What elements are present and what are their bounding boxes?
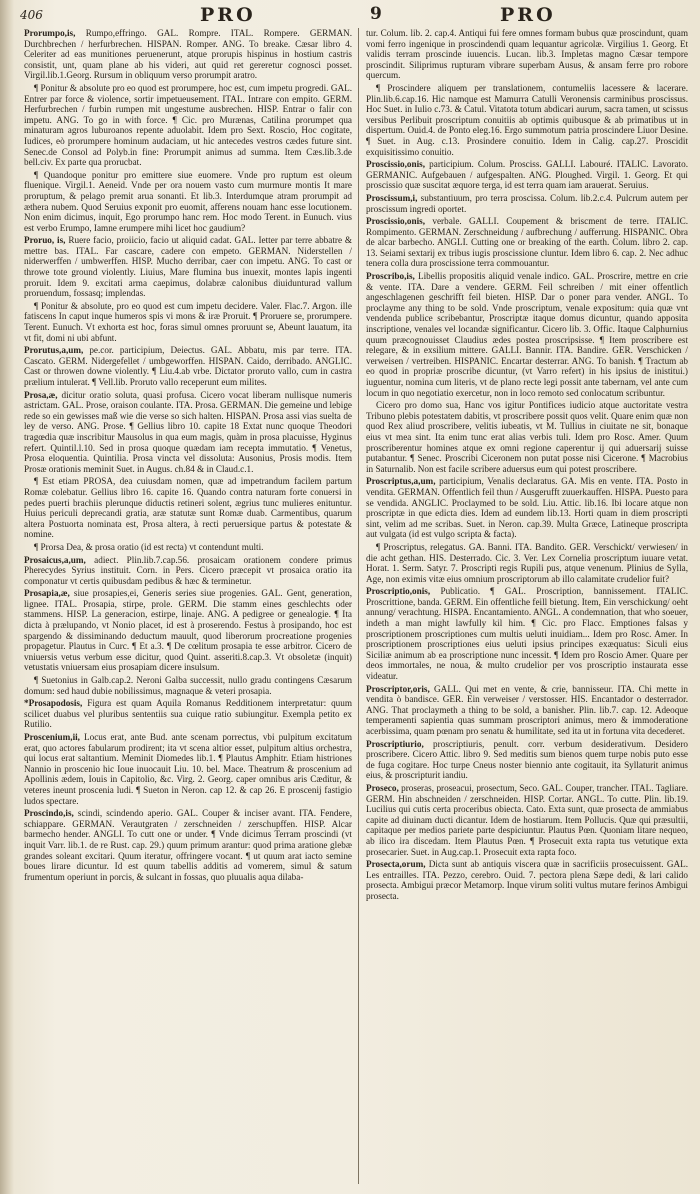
- entry-paragraph: [24, 675, 352, 696]
- dictionary-entry: [24, 390, 352, 475]
- dictionary-entry: [24, 28, 352, 81]
- entry-text: ¶ Proscindere aliquem per translationem, contumeliis lacessere & lacerare. Plin.lib.6.cap.16. Hic namque est Mamurra Catulli Veronensis carminibus proscissus. Hoc Suet. in Iulio c.73. & Catul. Vitatota totum abdicari aurum, sacra tamen, ut scissus versibus Perlibuit proscriptum conuitiis ab optimis quibusque & ab primatibus ut in dispertum. Ouid.4. de Ponto eleg.16. Ergo summotum patria proscindere Liuor Desine. ¶ Suet. in Aug. c.13. Prosindere conuitio. Idem in Calig. cap.27. Proscidit exquisitissimo conuitio.: [366, 82, 688, 157]
- entry-paragraph: [24, 542, 352, 553]
- signature-mark: 9: [370, 4, 383, 24]
- entry-headword: Proscindo,is,: [24, 808, 74, 819]
- dictionary-entry: [24, 555, 352, 587]
- entry-text: proscriptiuris, penult. corr. verbum desiderativum. Desidero proscribere. Cicero Attic. libro 9. Sed meditis sum bienos quem turpe nobis puto esse de fuga cogitare. Hoc turpe Cneus noster biennio ante cogitauit, ita Syllaturit animus eius, & proscripturit iandiu.: [366, 738, 688, 781]
- entry-headword: Proscissio,onis,: [366, 216, 426, 227]
- entry-text: participium, Venalis declaratus. GA. Mis en vente. ITA. Posto in vendita. GERMAN. Offentlich feil thun / Ausgerufft zuuerkauffen. HISPA. Puesto para se vendida. ANGLIC. Proclaymed to be sold. Liu. Attic. lib.16. Ibi locare atque non proscriptæ in que edicta dies. Idem ad eundem lib.13. Horti quam in diem proscripti sint, velim ad me scribas. Suet. in Neron. cap.39. Multa Græce, Latineque proscripta aut vulgata (id est vulgo scripta & facta).: [366, 476, 688, 540]
- entry-text: Cicero pro domo sua, Hanc vos igitur Pontifices iudicio atque auctoritate vestra Tribuno plebis potestatem dabitis, vt proscribere possit quos velit. Quare enim quæ non quod Rex aliud proscribere, velitis iubeatis, vt M. Tullius in ciuitate ne sit, bonaque eius vt mea sint. Ita enim tunc erat alias verbis tuli. Idem pro Rosc. Amer. Quum proscriberentur homines atque ex omni regione caperentur ij qui aduersarij suisse putabantur. ¶ Senec. Proscribi Ciceronem non putat posse nisi Cicerone. ¶ Macrobius in Saturnalib. Non est facile scribere aduersus eum qui potest proscribere.: [366, 400, 688, 474]
- left-column: [24, 28, 352, 1186]
- entry-text: scindi, scindendo aperio. GAL. Couper & inciser avant. ITA. Fendere, schiappare. GERMAN. Verautgraten / zerschneiden / zerschupffen. HISP. Alcar barmecho hender. ANGLI. To cutt one or under. ¶ Vnde dicimus Terram proscindi (vt inquit Varr. lib.1. de re Rust. cap. 29.) quum primum arantur: quod prima aratione glebæ grandes soleant excitari. Quum iteratur, offringere vocant. ¶ ut quum arat iacto semine boues lirare dicuntur. Id est quum tabellis additis ad vomerem, simul & satum frumentum operiunt in porcis, & sulcant in fossas, quo pluualis aqua dilaba-: [24, 808, 352, 882]
- entry-text: ¶ Ponitur & absolute pro eo quod est prorumpere, hoc est, cum impetu progredi. GAL. Entrer par force & violence, sortir impetueusement. ITAL. Intrare con empito. GERM. Herfurbrechen / furbin rumpen mit ungestume ausbrechen. HISP. Entrar o falir con impetu. ANG. To go in with force. ¶ Cic. pro Murænas, Catilina prorumpet qua minaturam agros luburoanos repente aduolabit. Idem pro Sext. Roscio, Hoc cogitate, Iudices, eò prorumpere hominum audaciam, ut hic antecedes vestros cædes future sint. Senec.de Consol ad Polyb.in fine: Prorumpit animus ad summa. Item Cæs.lib.3.de bell.civ. Ex parte qua prorucbat.: [24, 82, 352, 168]
- entry-headword: Proruo, is,: [24, 235, 66, 246]
- entry-text: substantiuum, pro terra proscissa. Colum. lib.2.c.4. Pulcrum autem per proscissum ingredi oportet.: [366, 192, 688, 214]
- dictionary-entry: [366, 216, 688, 269]
- entry-text: GALL. Qui met en vente, & crie, bannisseur. ITA. Chi mette in vendita ò bandisce. GER. Ein verweiser / verstosser. HIS. Encantador o desterrador. ANG. That proclaymeth a thing to be sold, a banisher. Plin. lib.7. cap. 12. Adeoque temperamenti sapientia quas summam proscriptori animus, mero & immoderatione acerbissima, quam pœnam pro senatu & humilitate, sed ita ut in fortuna vita decederet.: [366, 683, 688, 736]
- entry-headword: Prosecta,orum,: [366, 859, 426, 870]
- dictionary-entry: [366, 476, 688, 540]
- entry-text: ¶ Ponitur & absolute, pro eo quod est cum impetu decidere. Valer. Flac.7. Argon. ille fatiscens In caput inque humeros spis vi mons & iræ Proruit. ¶ Proruere se, prorumpere. Terent. Eunuch. Vt exhorta est hoc, foras simul omnes proruunt se, Abeunt lauatum, ita vt fit, domi ni ubi abfunt.: [24, 300, 352, 343]
- entry-paragraph: [24, 170, 352, 234]
- entry-headword: Proscissum,i,: [366, 192, 418, 203]
- entry-headword: Proscribo,is,: [366, 271, 415, 282]
- dictionary-entry: [366, 739, 688, 781]
- running-head-left: PRO: [200, 4, 256, 26]
- running-head-right: PRO: [500, 4, 556, 26]
- entry-text: Libellis propositis aliquid venale indico. GAL. Proscrire, mettre en crie & vente. ITA. Dare a vendere. GERM. Feil schreiben / mit einer offentlich angeschlagenen geschrifft feil bieten. HISP. Dar o poner para vender. ANGL. To proclayme any thing to be sold. Vnde proscriptum, venale expositum: quia quæ vnt vendenda publice scribebantur, Proscriptæ itaque domus dicuntur, quando apposita inscriptione, venales vel locandæ significantur. Cicero lib. 3. Offic. Itaque Calphurnius quum præcognouisset Claudius ædes postea proscripsisse. ¶ Item proscribere est relegare, & in exsilium mittere. GALLI. Bannir. ITA. Bandire. GER. Verschicken / verweisen / vertreiben. HISPANIC. Encartar desterrar. ANG. To banish. ¶ Tractum ab eo quod in propriæ proscribe dicuntur, (vt Varro refert) in his ipsius de inistitui.) iuguentur, nomina cum literis, vt de plano recte legi possit ante tabernam, vel ante cum locum in quo negotiatio exercetur, non in loco remoto sed conlocatum scribuntur.: [366, 271, 688, 398]
- entry-text: participium. Colum. Prosciss. GALLI. Labouré. ITALIC. Lavorato. GERMANIC. Aufgebauen / aufgespalten. ANG. Ploughed. Virgil. 1. Georg. Et qui proscissio quæ suscitat æquore terga, id est terra quam iam arauerat. Seruius.: [366, 159, 688, 191]
- entry-paragraph: [24, 301, 352, 343]
- dictionary-entry: [24, 588, 352, 673]
- entry-paragraph: [24, 476, 352, 540]
- entry-text: Locus erat, ante Bud. ante scenam porrectus, vbi pulpitum excitatum erat, quo actores fabularum prodirent; ita vt scena altior esset, pulpitum altius orchestra, qui locus erat saltantium. Meminit Diomedes lib.1. ¶ Plautus Amphitr. Etiam histriones Nannio in proscenio hic Ioue inuocauit Liu. 10. bel. Mace. Theatrum & proscenium ad Apollinis ædem, Iouis in Capitolio, &c. Virg. 2. Georg. caper omnibus aris Cæditur, & veteres ineunt proscenia ludi. ¶ Sueton in Neron. cap 12. & cap 26. E proscenij fastigio ludos spectare.: [24, 732, 352, 806]
- dictionary-entry: [24, 235, 352, 299]
- entry-headword: Proscriptio,onis,: [366, 586, 431, 597]
- entry-text: Figura est quam Aquila Romanus Redditionem interpretatur: quum scilicet duabus vel pluribus sententiis sua cuique ratio subiungitur. Exempla petito ex Rutilio.: [24, 698, 352, 730]
- entry-headword: Proscriptor,oris,: [366, 683, 430, 694]
- dictionary-entry: [366, 271, 688, 398]
- dictionary-entry: [366, 159, 688, 191]
- entry-text: ¶ Est etiam PROSA, dea cuiusdam nomen, quæ ad impetrandum facilem partum Romæ colebatur. Gellius libro 16. capite 16. Quando contra naturam forte conuersi in pedes puerti brachiis plerunque diductis retineri solent, ægrius tunc mulieres enituntur. Huius periculi deprecandi gratia, aræ statutæ sunt Romæ duab. Carmentibus, quarum altera Postuorta nominata est, Prosa altera, à recti peruersique partus & potestate & nomine.: [24, 476, 352, 540]
- entry-text: pe.cor. participium, Deiectus. GAL. Abbatu, mis par terre. ITA. Cascato. GERM. Nidergefellet / umbgeworffen. HISPAN. Caido, derribado. ANGLIC. Cast or throwen downe violently. ¶ Liu.4.ab vrbe. Dictator proruto vallo, cum in castra prælium intulerat. ¶ Vell.lib. Proruto vallo receperunt eum milites.: [24, 345, 352, 387]
- entry-text: verbale. GALLI. Coupement & briscment de terre. ITALIC. Rompimento. GERMAN. Zerschneidung / aufbrechung / aufferrung. HISPANIC. Obra de alcar barbecho. ANGLI. Cutting one or breaking of the earth. Colum. libro 2. cap. 13. Seiami sextarij ex tribus iugis proscissione cluntur. Idem libro 6. cap. 2. Nec adhuc tenera colla dura proscissione terra commouantur.: [366, 216, 688, 269]
- entry-headword: Prorumpo,is,: [24, 28, 76, 38]
- entry-headword: Proseco,: [366, 782, 399, 793]
- column-divider: [358, 28, 359, 1184]
- entry-text: adiect. Plin.lib.7.cap.56. prosaicam orationem condere primus Pherecydes Syrius instituit. Corn. in Pers. Cicero præcepit vt prosaica oratio ita componatur vt certis quibusdam pedibus & hæc & terminetur.: [24, 554, 352, 586]
- entry-text: ¶ Prorsa Dea, & prosa oratio (id est recta) vt contendunt multi.: [34, 541, 264, 552]
- entry-text: ¶ Suetonius in Galb.cap.2. Neroni Galba successit, nullo gradu contingens Cæsarum domum: sed haud dubie nobilissimus, magnaque & veteri prosapia.: [24, 675, 352, 696]
- right-column: [366, 28, 688, 1186]
- dictionary-entry: [24, 698, 352, 730]
- dictionary-entry: [366, 586, 688, 681]
- entry-headword: Proscriptus,a,um,: [366, 476, 436, 487]
- dictionary-entry: [24, 345, 352, 387]
- entry-headword: Prosapia,æ,: [24, 588, 70, 599]
- entry-headword: Prosaicus,a,um,: [24, 554, 86, 565]
- entry-text: dicitur oratio soluta, quasi profusa. Cicero vocat liberam nullisque numeris astrictam. GAL. Prose, oraison coulante. ITA. Prosa. GERMAN. Die gemeine und lebige rede so ein gewisses maß wie die verse so sich halten. HISPAN. Prosa assi vias suelta de ley de verso. ANG. Prose. ¶ Gellius libro 10. capite 18 Extat nunc quoque Theodori tragœdia quæ inscribitur Mausolus in qua eum magis, quàm in prosa placuisse, Hyginus refert. Quintil.l.10. Sed in prosa quoque quædam iam recepta immutatio. ¶ Venetus, Prosa eloquentia. Quintilia. Prosa vincta vel dissoluta: Ausonius, Prosis modis. Item Prosæ orationis meminit Suet. in Augus. ch.84 & in Claud.c.1.: [24, 389, 352, 474]
- entry-paragraph: [366, 83, 688, 157]
- entry-text: Publicatio. ¶ GAL. Proscription, bannissement. ITALIC. Proscrittione, banda. GERM. Ein offentliche feill bietung. Item, Ein verschickung/ oeht annung/ verachtung. HISPA. Encantamiento. ANGL. A condemnation, that who soeuer, indeth a man might lawfully kil him. ¶ Cic. pro Flacc. Emptiones falsas y proscriptionem proscriptiones cum multis ueluti inuidiam... Idem pro Rosc. Amer. In proscriptionem proscriptiones eius ueluti ipsius principes exæquatus: Siculi eius Siciliæ animum ab ea proscriptione nunc incessit. ¶ Idem pro Roscio Amer. Quare per deos immortales, ne noua, & multo crudelior per vos proscriptio instaurata esse videatur.: [366, 586, 688, 682]
- entry-text: Ruere facio, proiicio, facio ut aliquid cadat. GAL. Ietter par terre abbatre & mettre bas. ITAL. Far cascare, cadere con empeto. GERMAN. Niderstellen / niderwerffen / umbwerffen. HISP. Mucho derribar, caer con impetu. ANG. To cast or throwe tote ground violently. Liuius, Mare flumina bus inuexit, montes lapis ingenti proruit. Idem 9. excitati arma caepimus, dolabræ calonibus diuidunturad vallum proruendum, fossasq; implendas.: [24, 235, 352, 299]
- entry-headword: Prorutus,a,um,: [24, 345, 84, 356]
- entry-headword: Proscriptiurio,: [366, 738, 424, 749]
- dictionary-entry: [366, 28, 688, 81]
- entry-headword: Proscenium,ii,: [24, 732, 80, 742]
- entry-paragraph: [366, 400, 688, 474]
- dictionary-entry: [366, 783, 688, 857]
- entry-text: tur. Colum. lib. 2. cap.4. Antiqui fui fere omnes formam bubus quæ proscindunt, quam vomi ferro ingenique in proscindendi quam lequantur agricolæ. Virgilius 1. Georg. Et validis terram proscinde iuuencis. Lucan. lib.3. Impletas magno Cæsar tempore proscindit. Siliprimus rupturam vibrare superbam Ausus, & ansam ferre pro robore quercum.: [366, 28, 688, 81]
- dictionary-entry: [24, 808, 352, 882]
- entry-text: ¶ Quandoque ponitur pro emittere siue euomere. Vnde pro ruptum est oleum fluenique. Virgil.1. Aeneid. Vnde per ora nouem vasto cum murmure montis It mare proruptum, & pelago premit arua sonanti. Et lib.3. Interdumque atram prorumpit ad æthera nubem. Quod Seruius exponit pro euomit, afferens nouam hanc esse locutionem. Non enim dicimus, inquit, Ego prorumpo hanc rem. Hoc modo Terent. in Eunuch. vius est verbo Erumpo, Iamne erumpere mihi licet hoc gaudium?: [24, 169, 352, 233]
- entry-text: siue prosapies,ei, Generis series siue progenies. GAL. Gent, generation, lignee. ITAL. Prosapia, stirpe, prole. GERM. Die stamm eines geschlechts oder stammens. HISP. La generacion, estirpe, linaje. ANG. A pedigree or genealogie. ¶ Ita dicta à prælupando, vt Nonio placet, id est à proserendo. Festus à prosipando, hoc est spargendo & dissiminando deductum mauult, quod liberorum procreatione progenies propagetur. Plautus in Curc. ¶ Et a.3. ¶ De cœlitum prosapia te esse arbitror. Cicero de vniuersis vetus verbum esse dicitur, quod Quint. asseriti.8.cap.3. Vt obsoletæ (inquit) vetustatis vniuersam eius prosapiam dicere insulsum.: [24, 588, 352, 673]
- dictionary-entry: [366, 193, 688, 214]
- page-number: 406: [20, 8, 43, 22]
- page-header: [20, 4, 684, 28]
- entry-headword: Proscissio,onis,: [366, 159, 426, 170]
- entry-text: Rumpo,effringo. GAL. Rompre. ITAL. Rompere. GERMAN. Durchbrechen / herfurbrechen. HISPAN. Romper. ANG. To breake. Cæsar libro 4. Celeriter ad eas munitiones peruenerunt, atque prorupis hispinus in hostium castris consistit, unt, quam plane ab his videri, aut quid ret gereretur cognosci posset. Virgil.lib.1.Georg. Rursum in obliquum verso prorumpit aratro.: [24, 28, 352, 81]
- entry-paragraph: [366, 542, 688, 584]
- entry-headword: Prosa,æ,: [24, 389, 58, 400]
- page-gutter-shadow: [0, 0, 14, 1194]
- dictionary-entry: [24, 732, 352, 806]
- dictionary-entry: [366, 859, 688, 901]
- entry-text: Dicta sunt ab antiquis viscera quæ in sacrificiis prosecuissent. GAL. Les entrailles. ITA. Pezzo, cerebro. Ouid. 7. pectora plena Sæpe dedi, & lari calido prosecta. Ambigui præcor Metamorp. Inque virum soliti vultus mutare ferinos Ambigui prosecta.: [366, 859, 688, 901]
- entry-paragraph: [24, 83, 352, 168]
- entry-text: ¶ Proscriptus, relegatus. GA. Banni. ITA. Bandito. GER. Verschickt/ verwiesen/ in die acht gethan. HIS. Desterrado. Cic. 3. Ver. Lex Cornelia proscriptum iuuare vetat. Horat. 1. Serm. Satyr. 7. Proscripti regis Rupili pus, atque venenum. Plinius de Sylla, Age, non eximis vitæ eius omnium proscriptorum ab illo calamitate crudelior fuit?: [366, 541, 688, 584]
- dictionary-entry: [366, 684, 688, 737]
- entry-text: proseras, proseacui, prosectum, Seco. GAL. Couper, trancher. ITAL. Tagliare. GERM. Hin abschneiden / zerschneiden. HISP. Cortar. ANGL. To cutte. Plin. lib.19. Lucilius qui cutis certa proceribus obiecta. Cato. Exta sunt, quæ prosecta de ammiabus capite ad diuinam ducti dicantur. Idem de hostiarum. Item Pollucis. Quæ qui præsultii, capitaque per medios pariete parte despiciuntur. Plautus Pœn. Quoniam litare nequeo, ab ilico ira discedam. Item Plautus Pœn. ¶ Prosecuit exta rapta tus vetutique exta prosecarier. Suet. in Aug.cap.1. Prosecuit exta rapta foco.: [366, 782, 688, 857]
- entry-headword: *Prosapodosis,: [24, 698, 83, 709]
